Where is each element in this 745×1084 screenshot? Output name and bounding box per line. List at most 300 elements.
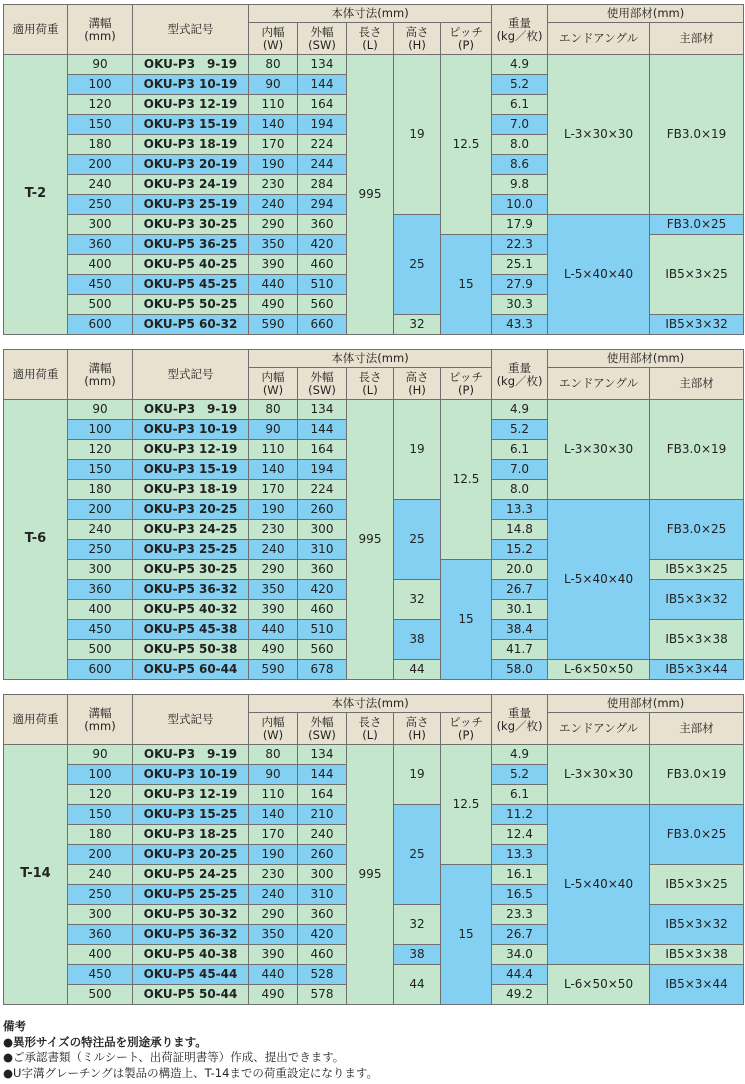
pitch-cell: 12.5 bbox=[441, 745, 492, 865]
outer-width-cell: 460 bbox=[298, 255, 347, 275]
width-cell: 600 bbox=[68, 315, 133, 335]
weight-cell: 8.0 bbox=[492, 135, 548, 155]
weight-cell: 26.7 bbox=[492, 925, 548, 945]
length-cell: 995 bbox=[347, 400, 394, 680]
weight-cell: 7.0 bbox=[492, 115, 548, 135]
header-materials: 使用部材(mm) bbox=[548, 695, 744, 713]
model-cell: OKU-P3 12-19 bbox=[133, 440, 249, 460]
model-cell: OKU-P3 10-19 bbox=[133, 420, 249, 440]
header-width: 溝幅 (mm) bbox=[68, 350, 133, 400]
outer-width-cell: 420 bbox=[298, 925, 347, 945]
weight-cell: 43.3 bbox=[492, 315, 548, 335]
note-item: ●ご承認書類（ミルシート、出荷証明書等）作成、提出できます。 bbox=[3, 1050, 345, 1064]
outer-width-cell: 224 bbox=[298, 135, 347, 155]
inner-width-cell: 350 bbox=[249, 580, 298, 600]
header-height: 高さ (H) bbox=[394, 23, 441, 55]
header-inner: 内幅 (W) bbox=[249, 713, 298, 745]
inner-width-cell: 490 bbox=[249, 640, 298, 660]
weight-cell: 26.7 bbox=[492, 580, 548, 600]
outer-width-cell: 224 bbox=[298, 480, 347, 500]
width-cell: 360 bbox=[68, 235, 133, 255]
model-cell: OKU-P3 24-25 bbox=[133, 520, 249, 540]
main-member-cell: FB3.0×25 bbox=[650, 805, 744, 865]
weight-cell: 15.2 bbox=[492, 540, 548, 560]
header-weight: 重量 (kg／枚) bbox=[492, 695, 548, 745]
height-cell: 19 bbox=[394, 55, 441, 215]
header-width: 溝幅 (mm) bbox=[68, 695, 133, 745]
outer-width-cell: 244 bbox=[298, 155, 347, 175]
model-cell: OKU-P3 9-19 bbox=[133, 55, 249, 75]
main-member-cell: IB5×3×32 bbox=[650, 315, 744, 335]
inner-width-cell: 110 bbox=[249, 95, 298, 115]
width-cell: 240 bbox=[68, 175, 133, 195]
load-cell: T-14 bbox=[4, 745, 68, 1005]
width-cell: 100 bbox=[68, 420, 133, 440]
length-cell: 995 bbox=[347, 745, 394, 1005]
inner-width-cell: 490 bbox=[249, 295, 298, 315]
header-pitch: ピッチ (P) bbox=[441, 713, 492, 745]
weight-cell: 30.1 bbox=[492, 600, 548, 620]
model-cell: OKU-P3 10-19 bbox=[133, 75, 249, 95]
main-member-cell: IB5×3×32 bbox=[650, 905, 744, 945]
width-cell: 90 bbox=[68, 55, 133, 75]
weight-cell: 58.0 bbox=[492, 660, 548, 680]
inner-width-cell: 140 bbox=[249, 460, 298, 480]
pitch-cell: 15 bbox=[441, 235, 492, 335]
inner-width-cell: 140 bbox=[249, 805, 298, 825]
width-cell: 90 bbox=[68, 400, 133, 420]
weight-cell: 4.9 bbox=[492, 745, 548, 765]
weight-cell: 4.9 bbox=[492, 55, 548, 75]
weight-cell: 6.1 bbox=[492, 440, 548, 460]
height-cell: 38 bbox=[394, 620, 441, 660]
model-cell: OKU-P5 45-38 bbox=[133, 620, 249, 640]
weight-cell: 16.1 bbox=[492, 865, 548, 885]
pitch-cell: 12.5 bbox=[441, 400, 492, 560]
outer-width-cell: 164 bbox=[298, 440, 347, 460]
outer-width-cell: 260 bbox=[298, 845, 347, 865]
outer-width-cell: 144 bbox=[298, 75, 347, 95]
header-inner: 内幅 (W) bbox=[249, 23, 298, 55]
outer-width-cell: 660 bbox=[298, 315, 347, 335]
outer-width-cell: 460 bbox=[298, 945, 347, 965]
spec-table-t6 bbox=[3, 349, 744, 680]
outer-width-cell: 134 bbox=[298, 55, 347, 75]
model-cell: OKU-P5 50-44 bbox=[133, 985, 249, 1005]
inner-width-cell: 90 bbox=[249, 420, 298, 440]
header-weight: 重量 (kg／枚) bbox=[492, 350, 548, 400]
pitch-cell: 15 bbox=[441, 560, 492, 680]
outer-width-cell: 260 bbox=[298, 500, 347, 520]
height-cell: 25 bbox=[394, 805, 441, 905]
main-member-cell: IB5×3×44 bbox=[650, 965, 744, 1005]
model-cell: OKU-P5 50-25 bbox=[133, 295, 249, 315]
model-cell: OKU-P3 10-19 bbox=[133, 765, 249, 785]
header-main: 主部材 bbox=[650, 23, 744, 55]
main-member-cell: FB3.0×25 bbox=[650, 215, 744, 235]
header-body-dims: 本体寸法(mm) bbox=[249, 5, 492, 23]
header-model: 型式記号 bbox=[133, 350, 249, 400]
height-cell: 38 bbox=[394, 945, 441, 965]
height-cell: 44 bbox=[394, 660, 441, 680]
length-cell: 995 bbox=[347, 55, 394, 335]
outer-width-cell: 578 bbox=[298, 985, 347, 1005]
header-end-angle: エンドアングル bbox=[548, 23, 650, 55]
width-cell: 450 bbox=[68, 620, 133, 640]
table-body bbox=[4, 400, 744, 680]
outer-width-cell: 194 bbox=[298, 460, 347, 480]
height-cell: 25 bbox=[394, 500, 441, 580]
outer-width-cell: 144 bbox=[298, 765, 347, 785]
model-cell: OKU-P3 18-19 bbox=[133, 135, 249, 155]
pitch-cell: 15 bbox=[441, 865, 492, 1005]
outer-width-cell: 144 bbox=[298, 420, 347, 440]
table-row bbox=[4, 745, 744, 765]
inner-width-cell: 190 bbox=[249, 500, 298, 520]
model-cell: OKU-P3 9-19 bbox=[133, 745, 249, 765]
inner-width-cell: 290 bbox=[249, 560, 298, 580]
inner-width-cell: 240 bbox=[249, 885, 298, 905]
main-member-cell: IB5×3×44 bbox=[650, 660, 744, 680]
outer-width-cell: 560 bbox=[298, 640, 347, 660]
header-length: 長さ (L) bbox=[347, 713, 394, 745]
model-cell: OKU-P5 60-44 bbox=[133, 660, 249, 680]
width-cell: 120 bbox=[68, 785, 133, 805]
header-main: 主部材 bbox=[650, 713, 744, 745]
width-cell: 360 bbox=[68, 580, 133, 600]
header-materials: 使用部材(mm) bbox=[548, 350, 744, 368]
header-load: 適用荷重 bbox=[4, 695, 68, 745]
outer-width-cell: 300 bbox=[298, 520, 347, 540]
model-cell: OKU-P5 45-25 bbox=[133, 275, 249, 295]
inner-width-cell: 230 bbox=[249, 865, 298, 885]
model-cell: OKU-P3 12-19 bbox=[133, 785, 249, 805]
height-cell: 19 bbox=[394, 745, 441, 805]
width-cell: 400 bbox=[68, 255, 133, 275]
inner-width-cell: 440 bbox=[249, 620, 298, 640]
table-body bbox=[4, 55, 744, 335]
outer-width-cell: 360 bbox=[298, 215, 347, 235]
model-cell: OKU-P3 9-19 bbox=[133, 400, 249, 420]
weight-cell: 12.4 bbox=[492, 825, 548, 845]
header-pitch: ピッチ (P) bbox=[441, 368, 492, 400]
inner-width-cell: 170 bbox=[249, 480, 298, 500]
main-member-cell: IB5×3×38 bbox=[650, 620, 744, 660]
inner-width-cell: 110 bbox=[249, 440, 298, 460]
weight-cell: 10.0 bbox=[492, 195, 548, 215]
model-cell: OKU-P3 25-19 bbox=[133, 195, 249, 215]
end-angle-cell: L-3×30×30 bbox=[548, 400, 650, 500]
header-model: 型式記号 bbox=[133, 695, 249, 745]
main-member-cell: IB5×3×38 bbox=[650, 945, 744, 965]
outer-width-cell: 164 bbox=[298, 785, 347, 805]
inner-width-cell: 590 bbox=[249, 660, 298, 680]
model-cell: OKU-P3 18-19 bbox=[133, 480, 249, 500]
model-cell: OKU-P5 60-32 bbox=[133, 315, 249, 335]
width-cell: 300 bbox=[68, 905, 133, 925]
inner-width-cell: 350 bbox=[249, 925, 298, 945]
inner-width-cell: 80 bbox=[249, 400, 298, 420]
weight-cell: 17.9 bbox=[492, 215, 548, 235]
weight-cell: 41.7 bbox=[492, 640, 548, 660]
table-body bbox=[4, 745, 744, 1005]
outer-width-cell: 560 bbox=[298, 295, 347, 315]
note-item: ●U字溝グレーチングは製品の構造上、T-14までの荷重設定になります。 bbox=[3, 1065, 378, 1080]
inner-width-cell: 170 bbox=[249, 825, 298, 845]
width-cell: 150 bbox=[68, 460, 133, 480]
inner-width-cell: 240 bbox=[249, 540, 298, 560]
width-cell: 500 bbox=[68, 985, 133, 1005]
inner-width-cell: 90 bbox=[249, 765, 298, 785]
outer-width-cell: 360 bbox=[298, 560, 347, 580]
header-weight: 重量 (kg／枚) bbox=[492, 5, 548, 55]
header-width: 溝幅 (mm) bbox=[68, 5, 133, 55]
width-cell: 300 bbox=[68, 215, 133, 235]
weight-cell: 13.3 bbox=[492, 500, 548, 520]
width-cell: 200 bbox=[68, 155, 133, 175]
outer-width-cell: 678 bbox=[298, 660, 347, 680]
inner-width-cell: 440 bbox=[249, 965, 298, 985]
inner-width-cell: 390 bbox=[249, 255, 298, 275]
model-cell: OKU-P5 45-44 bbox=[133, 965, 249, 985]
weight-cell: 7.0 bbox=[492, 460, 548, 480]
header-length: 長さ (L) bbox=[347, 23, 394, 55]
width-cell: 250 bbox=[68, 195, 133, 215]
height-cell: 25 bbox=[394, 215, 441, 315]
width-cell: 250 bbox=[68, 885, 133, 905]
header-model: 型式記号 bbox=[133, 5, 249, 55]
model-cell: OKU-P3 18-25 bbox=[133, 825, 249, 845]
outer-width-cell: 460 bbox=[298, 600, 347, 620]
outer-width-cell: 420 bbox=[298, 580, 347, 600]
height-cell: 19 bbox=[394, 400, 441, 500]
weight-cell: 11.2 bbox=[492, 805, 548, 825]
weight-cell: 6.1 bbox=[492, 95, 548, 115]
weight-cell: 5.2 bbox=[492, 765, 548, 785]
model-cell: OKU-P3 20-19 bbox=[133, 155, 249, 175]
outer-width-cell: 528 bbox=[298, 965, 347, 985]
inner-width-cell: 440 bbox=[249, 275, 298, 295]
weight-cell: 34.0 bbox=[492, 945, 548, 965]
width-cell: 100 bbox=[68, 75, 133, 95]
inner-width-cell: 140 bbox=[249, 115, 298, 135]
weight-cell: 23.3 bbox=[492, 905, 548, 925]
weight-cell: 8.6 bbox=[492, 155, 548, 175]
width-cell: 500 bbox=[68, 640, 133, 660]
weight-cell: 22.3 bbox=[492, 235, 548, 255]
note-item: ●異形サイズの特注品を別途承ります。 bbox=[3, 1034, 207, 1049]
inner-width-cell: 90 bbox=[249, 75, 298, 95]
weight-cell: 20.0 bbox=[492, 560, 548, 580]
header-outer: 外幅 (SW) bbox=[298, 23, 347, 55]
model-cell: OKU-P5 36-32 bbox=[133, 580, 249, 600]
width-cell: 150 bbox=[68, 805, 133, 825]
header-length: 長さ (L) bbox=[347, 368, 394, 400]
inner-width-cell: 190 bbox=[249, 155, 298, 175]
inner-width-cell: 190 bbox=[249, 845, 298, 865]
header-main: 主部材 bbox=[650, 368, 744, 400]
spec-table-t2 bbox=[3, 4, 744, 335]
inner-width-cell: 230 bbox=[249, 175, 298, 195]
width-cell: 400 bbox=[68, 600, 133, 620]
outer-width-cell: 510 bbox=[298, 620, 347, 640]
model-cell: OKU-P5 40-38 bbox=[133, 945, 249, 965]
weight-cell: 6.1 bbox=[492, 785, 548, 805]
header-load: 適用荷重 bbox=[4, 5, 68, 55]
width-cell: 180 bbox=[68, 825, 133, 845]
height-cell: 32 bbox=[394, 905, 441, 945]
model-cell: OKU-P5 36-25 bbox=[133, 235, 249, 255]
weight-cell: 13.3 bbox=[492, 845, 548, 865]
inner-width-cell: 240 bbox=[249, 195, 298, 215]
outer-width-cell: 164 bbox=[298, 95, 347, 115]
width-cell: 500 bbox=[68, 295, 133, 315]
width-cell: 120 bbox=[68, 440, 133, 460]
width-cell: 90 bbox=[68, 745, 133, 765]
weight-cell: 5.2 bbox=[492, 75, 548, 95]
outer-width-cell: 294 bbox=[298, 195, 347, 215]
outer-width-cell: 194 bbox=[298, 115, 347, 135]
inner-width-cell: 390 bbox=[249, 945, 298, 965]
table-row bbox=[4, 55, 744, 75]
weight-cell: 49.2 bbox=[492, 985, 548, 1005]
table-row bbox=[4, 400, 744, 420]
inner-width-cell: 490 bbox=[249, 985, 298, 1005]
height-cell: 32 bbox=[394, 580, 441, 620]
load-cell: T-6 bbox=[4, 400, 68, 680]
outer-width-cell: 360 bbox=[298, 905, 347, 925]
model-cell: OKU-P5 40-25 bbox=[133, 255, 249, 275]
outer-width-cell: 284 bbox=[298, 175, 347, 195]
header-height: 高さ (H) bbox=[394, 368, 441, 400]
inner-width-cell: 390 bbox=[249, 600, 298, 620]
load-cell: T-2 bbox=[4, 55, 68, 335]
header-body-dims: 本体寸法(mm) bbox=[249, 350, 492, 368]
weight-cell: 4.9 bbox=[492, 400, 548, 420]
end-angle-cell: L-6×50×50 bbox=[548, 965, 650, 1005]
height-cell: 32 bbox=[394, 315, 441, 335]
main-member-cell: IB5×3×25 bbox=[650, 865, 744, 905]
header-outer: 外幅 (SW) bbox=[298, 368, 347, 400]
width-cell: 240 bbox=[68, 865, 133, 885]
model-cell: OKU-P3 24-19 bbox=[133, 175, 249, 195]
weight-cell: 5.2 bbox=[492, 420, 548, 440]
inner-width-cell: 230 bbox=[249, 520, 298, 540]
outer-width-cell: 420 bbox=[298, 235, 347, 255]
header-pitch: ピッチ (P) bbox=[441, 23, 492, 55]
inner-width-cell: 80 bbox=[249, 745, 298, 765]
header-load: 適用荷重 bbox=[4, 350, 68, 400]
model-cell: OKU-P3 15-19 bbox=[133, 460, 249, 480]
width-cell: 100 bbox=[68, 765, 133, 785]
model-cell: OKU-P3 20-25 bbox=[133, 845, 249, 865]
weight-cell: 38.4 bbox=[492, 620, 548, 640]
main-member-cell: FB3.0×19 bbox=[650, 55, 744, 215]
width-cell: 450 bbox=[68, 965, 133, 985]
header-body-dims: 本体寸法(mm) bbox=[249, 695, 492, 713]
notes bbox=[3, 1019, 378, 1081]
weight-cell: 44.4 bbox=[492, 965, 548, 985]
width-cell: 200 bbox=[68, 845, 133, 865]
model-cell: OKU-P3 30-25 bbox=[133, 215, 249, 235]
width-cell: 360 bbox=[68, 925, 133, 945]
main-member-cell: FB3.0×25 bbox=[650, 500, 744, 560]
width-cell: 600 bbox=[68, 660, 133, 680]
main-member-cell: FB3.0×19 bbox=[650, 745, 744, 805]
header-outer: 外幅 (SW) bbox=[298, 713, 347, 745]
width-cell: 450 bbox=[68, 275, 133, 295]
inner-width-cell: 590 bbox=[249, 315, 298, 335]
weight-cell: 27.9 bbox=[492, 275, 548, 295]
inner-width-cell: 170 bbox=[249, 135, 298, 155]
inner-width-cell: 290 bbox=[249, 905, 298, 925]
width-cell: 240 bbox=[68, 520, 133, 540]
end-angle-cell: L-5×40×40 bbox=[548, 215, 650, 335]
header-end-angle: エンドアングル bbox=[548, 713, 650, 745]
model-cell: OKU-P5 50-38 bbox=[133, 640, 249, 660]
weight-cell: 25.1 bbox=[492, 255, 548, 275]
outer-width-cell: 210 bbox=[298, 805, 347, 825]
main-member-cell: IB5×3×25 bbox=[650, 560, 744, 580]
model-cell: OKU-P3 25-25 bbox=[133, 540, 249, 560]
main-member-cell: IB5×3×32 bbox=[650, 580, 744, 620]
end-angle-cell: L-5×40×40 bbox=[548, 500, 650, 660]
inner-width-cell: 110 bbox=[249, 785, 298, 805]
outer-width-cell: 510 bbox=[298, 275, 347, 295]
model-cell: OKU-P3 15-25 bbox=[133, 805, 249, 825]
inner-width-cell: 350 bbox=[249, 235, 298, 255]
model-cell: OKU-P3 20-25 bbox=[133, 500, 249, 520]
outer-width-cell: 240 bbox=[298, 825, 347, 845]
width-cell: 120 bbox=[68, 95, 133, 115]
model-cell: OKU-P3 15-19 bbox=[133, 115, 249, 135]
outer-width-cell: 134 bbox=[298, 400, 347, 420]
main-member-cell: IB5×3×25 bbox=[650, 235, 744, 315]
outer-width-cell: 300 bbox=[298, 865, 347, 885]
model-cell: OKU-P5 25-25 bbox=[133, 885, 249, 905]
model-cell: OKU-P5 36-32 bbox=[133, 925, 249, 945]
width-cell: 180 bbox=[68, 135, 133, 155]
height-cell: 44 bbox=[394, 965, 441, 1005]
width-cell: 250 bbox=[68, 540, 133, 560]
width-cell: 150 bbox=[68, 115, 133, 135]
weight-cell: 9.8 bbox=[492, 175, 548, 195]
model-cell: OKU-P5 40-32 bbox=[133, 600, 249, 620]
model-cell: OKU-P5 24-25 bbox=[133, 865, 249, 885]
weight-cell: 14.8 bbox=[492, 520, 548, 540]
pitch-cell: 12.5 bbox=[441, 55, 492, 235]
notes-heading: 備考 bbox=[3, 1019, 26, 1033]
outer-width-cell: 310 bbox=[298, 885, 347, 905]
model-cell: OKU-P3 12-19 bbox=[133, 95, 249, 115]
width-cell: 180 bbox=[68, 480, 133, 500]
header-inner: 内幅 (W) bbox=[249, 368, 298, 400]
outer-width-cell: 310 bbox=[298, 540, 347, 560]
weight-cell: 8.0 bbox=[492, 480, 548, 500]
main-member-cell: FB3.0×19 bbox=[650, 400, 744, 500]
end-angle-cell: L-3×30×30 bbox=[548, 55, 650, 215]
inner-width-cell: 290 bbox=[249, 215, 298, 235]
header-materials: 使用部材(mm) bbox=[548, 5, 744, 23]
weight-cell: 30.3 bbox=[492, 295, 548, 315]
header-end-angle: エンドアングル bbox=[548, 368, 650, 400]
end-angle-cell: L-6×50×50 bbox=[548, 660, 650, 680]
spec-table-t14 bbox=[3, 694, 744, 1005]
model-cell: OKU-P5 30-25 bbox=[133, 560, 249, 580]
notes-list bbox=[3, 1035, 378, 1082]
width-cell: 200 bbox=[68, 500, 133, 520]
inner-width-cell: 80 bbox=[249, 55, 298, 75]
